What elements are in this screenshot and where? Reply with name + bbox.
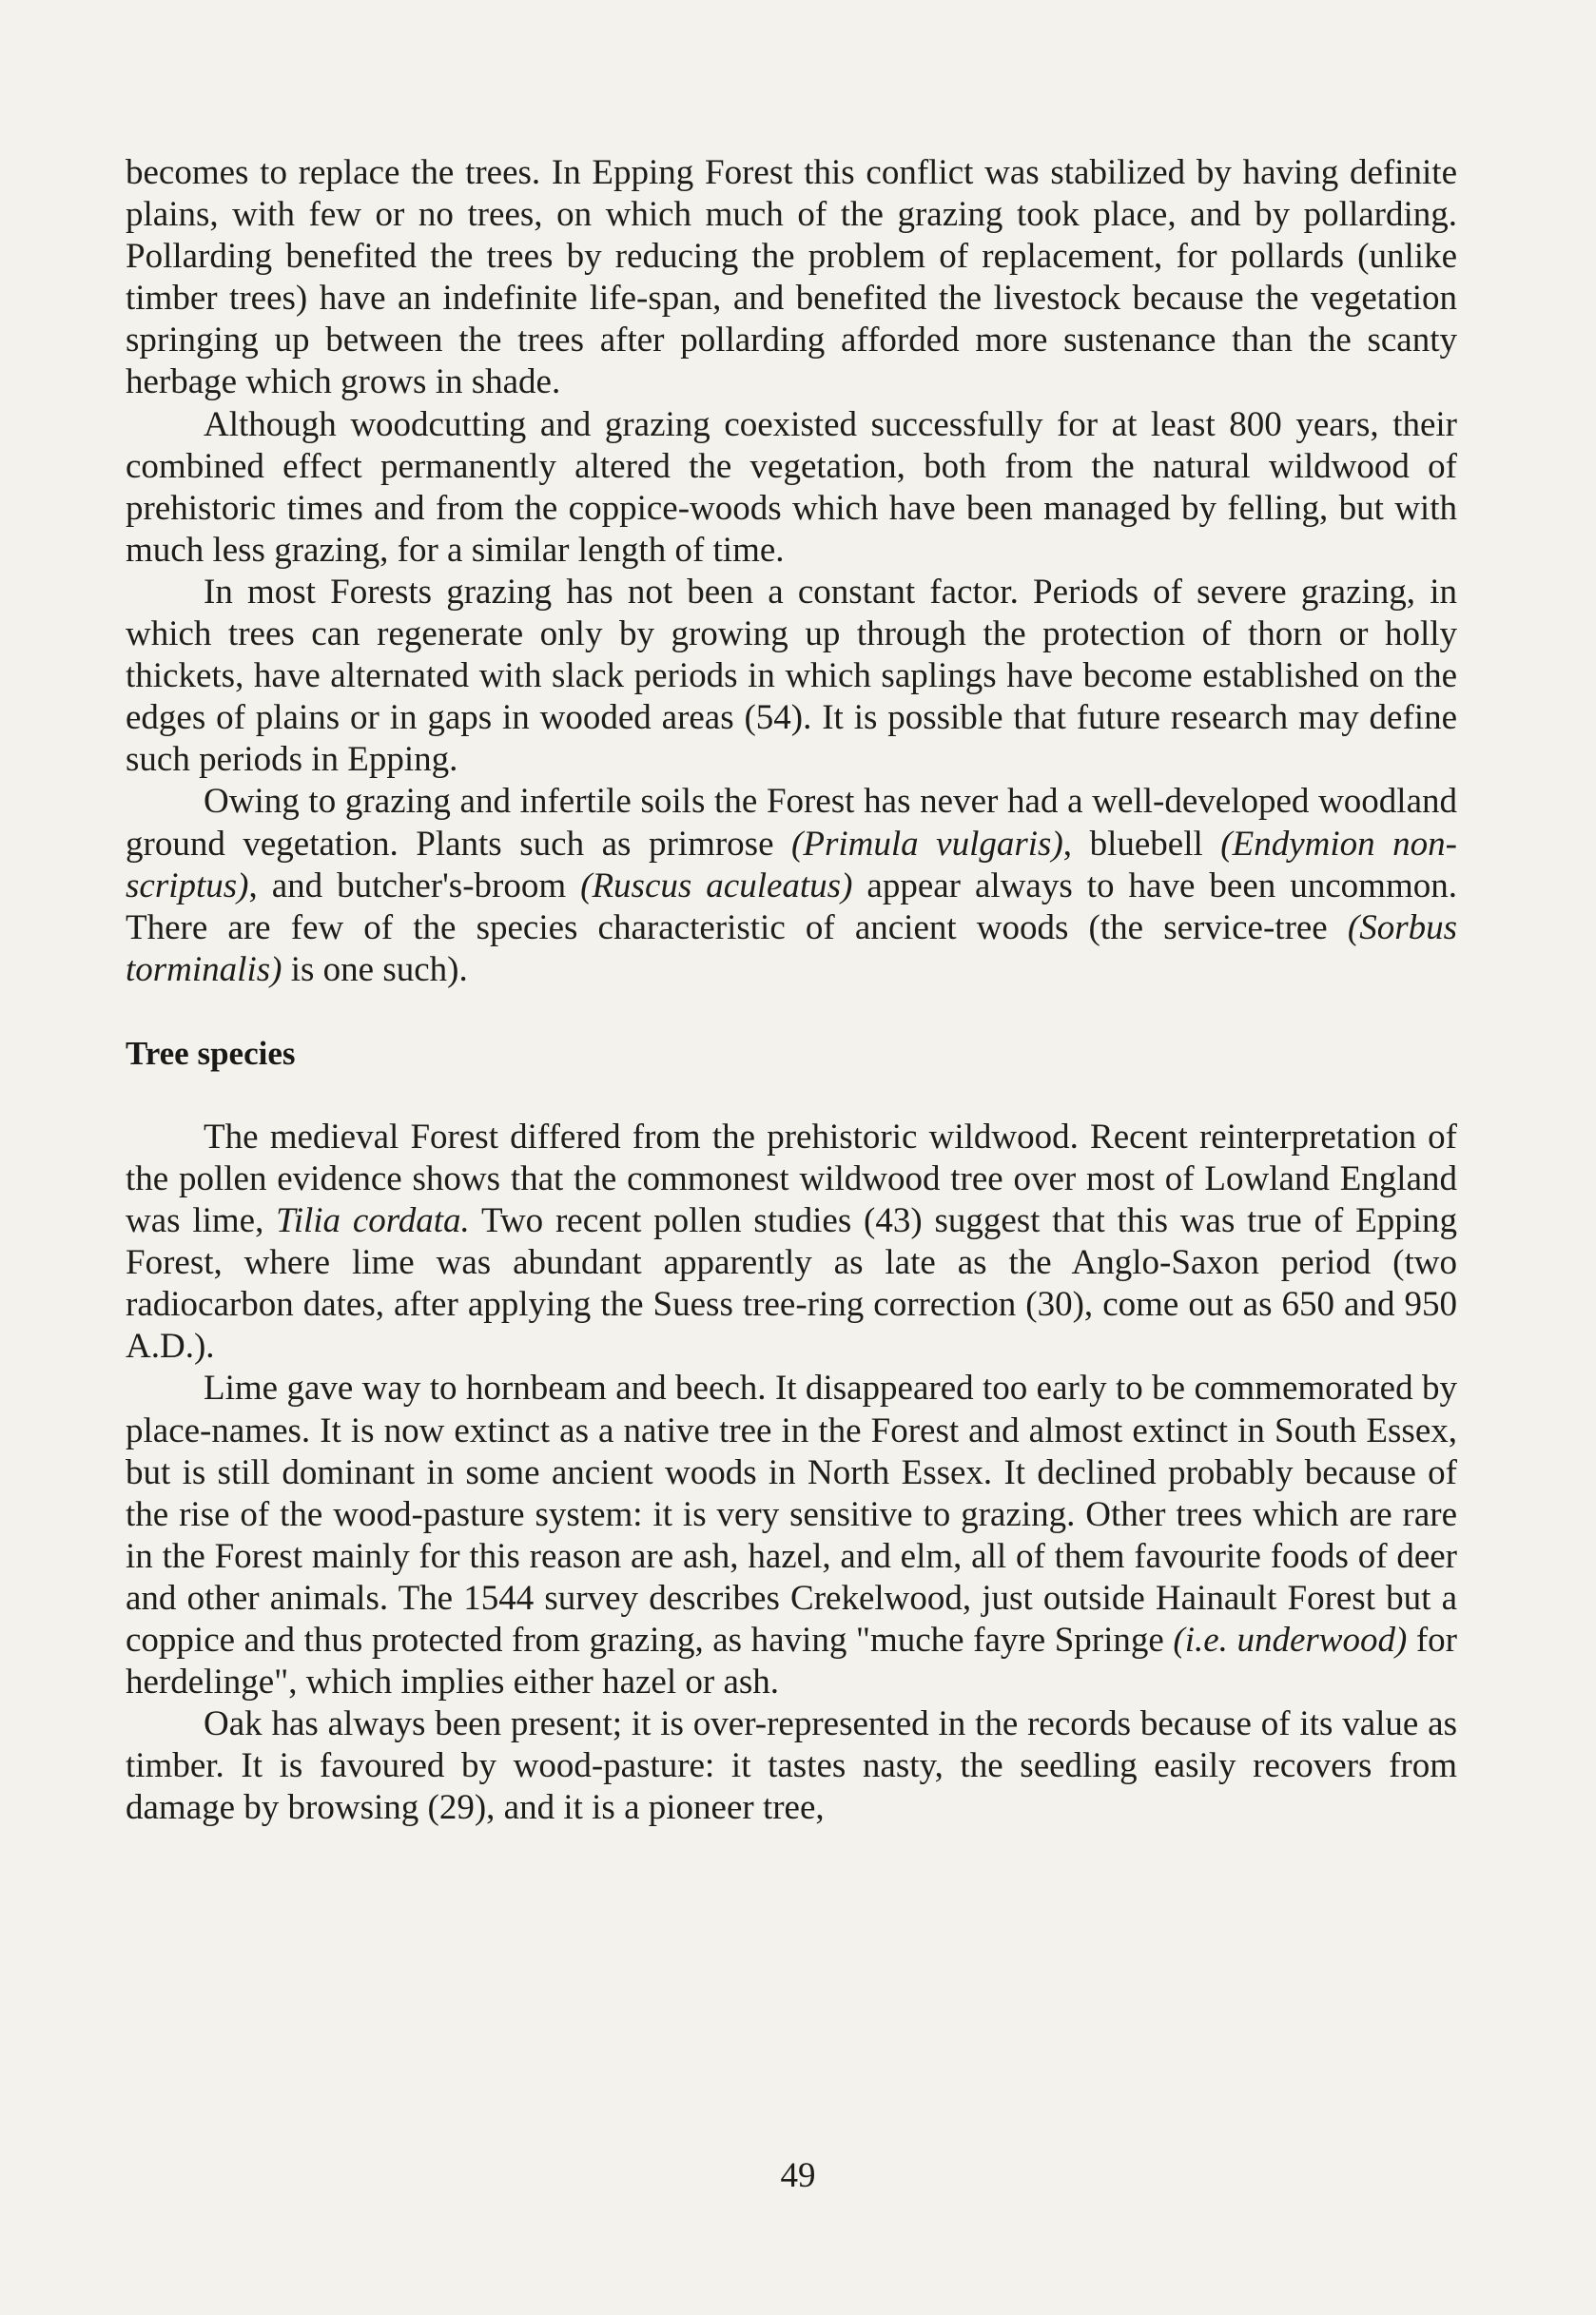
section-heading: Tree species (126, 1034, 296, 1072)
paragraph (126, 781, 1457, 990)
text-run: Two recent pollen studies (43) suggest that this was true of Epping Forest, where lime was abundant apparently as late as the Anglo-Saxon period (two radiocarbon dates, after applying the Suess tree-ring correction (30), come out as 650 and 950 A.D.). (126, 1201, 1457, 1367)
italic-species-name: (Endymion non-scriptus) (126, 824, 1458, 905)
text-run: , bluebell (1062, 824, 1221, 864)
spacer (126, 1075, 1457, 1117)
italic-species-name: (Primula vulgaris) (791, 824, 1063, 864)
paragraph (126, 1703, 1457, 1829)
text-run: Oak has always been present; it is over-represented in the records because of its value as timber. It is favoured by wood-pasture: it tastes nasty, the seedling easily recovers from damage by browsing (29), and it is a pioneer tree, (126, 1704, 1457, 1828)
text-run: is one such). (282, 949, 468, 989)
paragraph (126, 1368, 1457, 1703)
italic-species-name: (i.e. underwood) (1173, 1621, 1408, 1660)
italic-species-name: Tilia cordata. (276, 1201, 470, 1241)
paragraph (126, 572, 1457, 781)
spacer (126, 991, 1457, 1033)
paragraph (126, 152, 1457, 404)
text-run: Lime gave way to hornbeam and beech. It disappeared too early to be commemorated by place-names. It is now extinct as a native tree in the Forest and almost extinct in South Essex, but is still dominant in some ancient woods in North Essex. It declined probably because of the rise of the wood-pasture system: it is very sensitive to grazing. Other trees which are rare in the Forest mainly for this reason are ash, hazel, and elm, all of them favourite foods of deer and other animals. The 1544 survey describes Crekelwood, just outside Hainault Forest but a coppice and thus protected from grazing, as having "muche fayre Springe (126, 1369, 1457, 1660)
body-text (126, 152, 1457, 1829)
text-run: In most Forests grazing has not been a constant factor. Periods of severe grazing, in which trees can regenerate only by growing up through the protection of thorn or holly thickets, have alternated with slack periods in which saplings have become established on the edges of plains or in gaps in wooded areas (54). It is possible that future research may define such periods in Epping. (126, 572, 1457, 780)
paragraph (126, 1117, 1457, 1369)
paragraph-group-top (126, 152, 1457, 991)
text-run: Although woodcutting and grazing coexisted successfully for at least 800 years, their combined effect permanently altered the vegetation, both from the natural wildwood of prehistoric times and from the coppice-woods which have been managed by felling, but with much less grazing, for a similar length of time. (126, 404, 1457, 570)
page-number: 49 (780, 2156, 816, 2195)
paragraph-group-bottom (126, 1117, 1457, 1830)
text-run: for herdelinge", which implies either hazel or ash. (126, 1621, 1457, 1702)
italic-species-name: (Ruscus aculeatus) (580, 866, 853, 905)
text-run: , and butcher's-broom (248, 866, 581, 905)
italic-species-name: (Sorbus torminalis) (126, 907, 1457, 989)
text-run: Owing to grazing and infertile soils the Forest has never had a well-developed woodland ground vegetation. Plants such as primrose (126, 782, 1457, 864)
text-run: becomes to replace the trees. In Epping Forest this conflict was stabilized by having definite plains, with few or no trees, on which much of the grazing took place, and by pollarding. Pollarding benefited the trees by reducing the problem of replacement, for pollards (unlike timber trees) have an indefinite life-span, and benefited the livestock because the vegetation springing up between the trees after pollarding afforded more sustenance than the scanty herbage which grows in shade. (126, 153, 1457, 402)
text-run: The medieval Forest differed from the prehistoric wildwood. Recent reinterpretation of the pollen evidence shows that the commonest wildwood tree over most of Lowland England was lime, (126, 1117, 1457, 1241)
text-run: appear always to have been uncommon. There are few of the species characteristic of ancient woods (the service-tree (126, 866, 1457, 947)
paragraph (126, 404, 1457, 572)
